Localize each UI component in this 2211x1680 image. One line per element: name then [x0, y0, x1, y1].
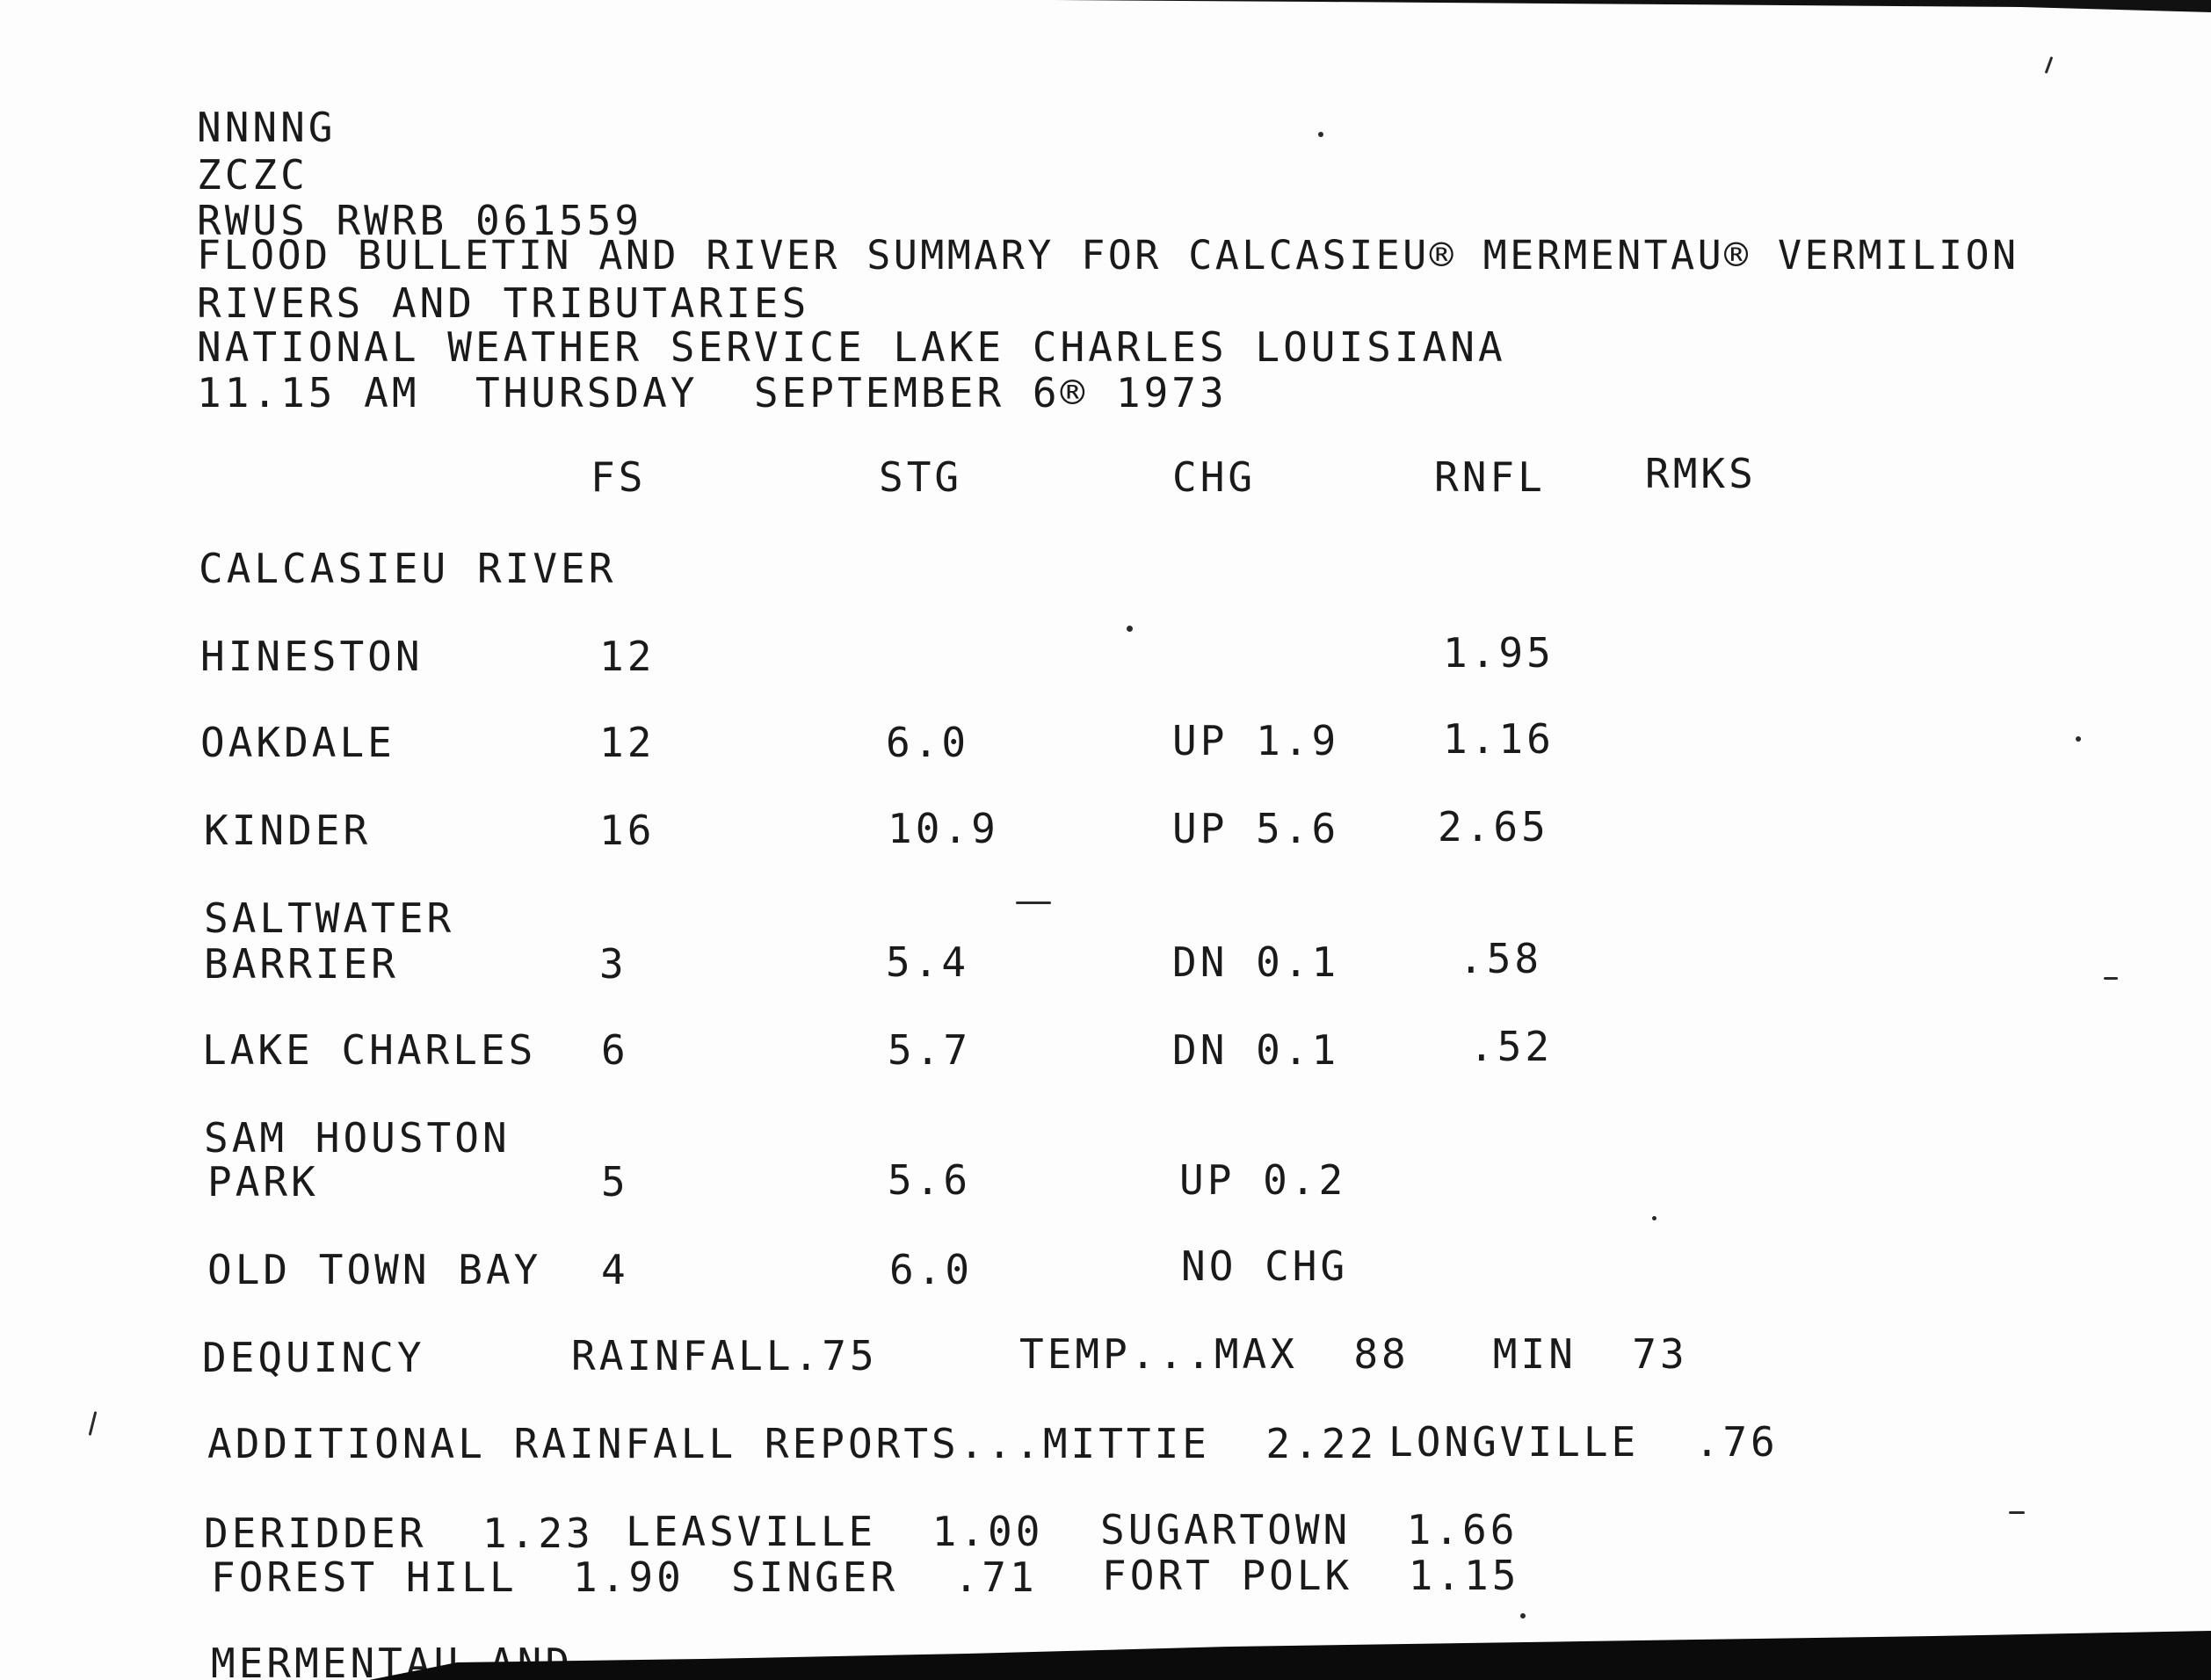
col-header-fs: FS	[591, 453, 647, 501]
station-fs: 16	[599, 807, 656, 854]
scan-speck	[2009, 1511, 2025, 1514]
scan-speck	[1127, 626, 1133, 632]
header-line-3: RWUS RWRB 061559	[197, 197, 643, 244]
station-fs: 4	[601, 1246, 629, 1293]
station-fs: 6	[601, 1026, 629, 1074]
scan-speck	[1652, 1216, 1656, 1220]
dequincy-rainfall: RAINFALL.75	[571, 1332, 878, 1379]
scan-speck	[1520, 1613, 1526, 1618]
station-stg: 5.6	[888, 1156, 972, 1204]
station-fs: 12	[599, 633, 656, 680]
col-header-chg: CHG	[1172, 453, 1257, 501]
col-header-stg: STG	[879, 453, 963, 501]
bulletin-title: FLOOD BULLETIN AND RIVER SUMMARY FOR CALCASIEU® MERMENTAU® VERMILION	[197, 232, 2019, 279]
issue-datetime: 11.15 AM THURSDAY SEPTEMBER 6® 1973	[197, 369, 1228, 416]
station-stg: 10.9	[888, 805, 999, 852]
station-stg: 6.0	[886, 719, 970, 766]
station-rnfl: .52	[1469, 1023, 1554, 1070]
station-name: SAM HOUSTON	[204, 1114, 511, 1162]
scan-speck	[2045, 56, 2054, 74]
report-singer: SINGER .71	[731, 1553, 1038, 1601]
station-chg: UP 5.6	[1172, 805, 1340, 852]
station-name: OLD TOWN BAY	[207, 1246, 542, 1293]
station-name-line-2: PARK	[207, 1158, 319, 1206]
station-stg: 5.4	[886, 938, 970, 986]
station-name: SALTWATER	[204, 894, 455, 942]
station-name-line-2: BARRIER	[204, 940, 399, 988]
report-forest-hill: FOREST HILL 1.90	[211, 1553, 685, 1601]
station-name: HINESTON	[200, 633, 424, 680]
station-fs: 3	[599, 940, 627, 988]
dequincy-temp: TEMP...MAX 88 MIN 73	[1019, 1330, 1688, 1378]
section-title: CALCASIEU RIVER	[199, 545, 617, 592]
additional-longville: LONGVILLE .76	[1388, 1418, 1779, 1466]
report-leasville: LEASVILLE 1.00	[626, 1508, 1044, 1555]
station-name: KINDER	[204, 807, 372, 854]
station-fs: 12	[599, 719, 656, 766]
issuing-office: NATIONAL WEATHER SERVICE LAKE CHARLES LOUISIANA	[197, 323, 1506, 371]
scan-speck	[1318, 132, 1323, 137]
scan-bottom-edge	[0, 1627, 2211, 1680]
report-fort-polk: FORT POLK 1.15	[1102, 1552, 1520, 1599]
station-chg: DN 0.1	[1172, 938, 1340, 986]
header-line-2: ZCZC	[197, 151, 308, 199]
station-rnfl: .58	[1459, 935, 1543, 982]
scan-speck	[1016, 902, 1051, 904]
station-rnfl: 1.16	[1443, 715, 1555, 763]
station-fs: 5	[601, 1158, 629, 1206]
col-header-rmks: RMKS	[1645, 450, 1757, 497]
station-chg: DN 0.1	[1172, 1026, 1340, 1074]
col-header-rnfl: RNFL	[1434, 453, 1546, 501]
scan-top-edge	[0, 0, 2211, 12]
dequincy-station: DEQUINCY	[202, 1334, 425, 1381]
station-rnfl: 1.95	[1443, 629, 1555, 677]
cutoff-line: MERMENTAU AND	[211, 1640, 574, 1680]
scan-speck	[89, 1411, 98, 1436]
station-stg: 6.0	[889, 1246, 974, 1293]
station-chg: UP 0.2	[1179, 1156, 1347, 1204]
station-name: OAKDALE	[200, 719, 395, 766]
additional-rainfall-title: ADDITIONAL RAINFALL REPORTS...MITTIE 2.22	[207, 1420, 1378, 1467]
station-stg: 5.7	[888, 1026, 972, 1074]
report-deridder: DERIDDER 1.23	[204, 1510, 594, 1557]
station-chg: NO CHG	[1181, 1242, 1349, 1290]
station-rnfl: 2.65	[1438, 803, 1549, 851]
header-line-5: RIVERS AND TRIBUTARIES	[197, 279, 810, 327]
header-line-1: NNNNG	[197, 104, 337, 151]
scan-speck	[2076, 736, 2081, 742]
scan-speck	[2104, 977, 2118, 980]
station-name: LAKE CHARLES	[202, 1026, 537, 1074]
report-sugartown: SUGARTOWN 1.66	[1100, 1506, 1519, 1553]
station-chg: UP 1.9	[1172, 717, 1340, 764]
